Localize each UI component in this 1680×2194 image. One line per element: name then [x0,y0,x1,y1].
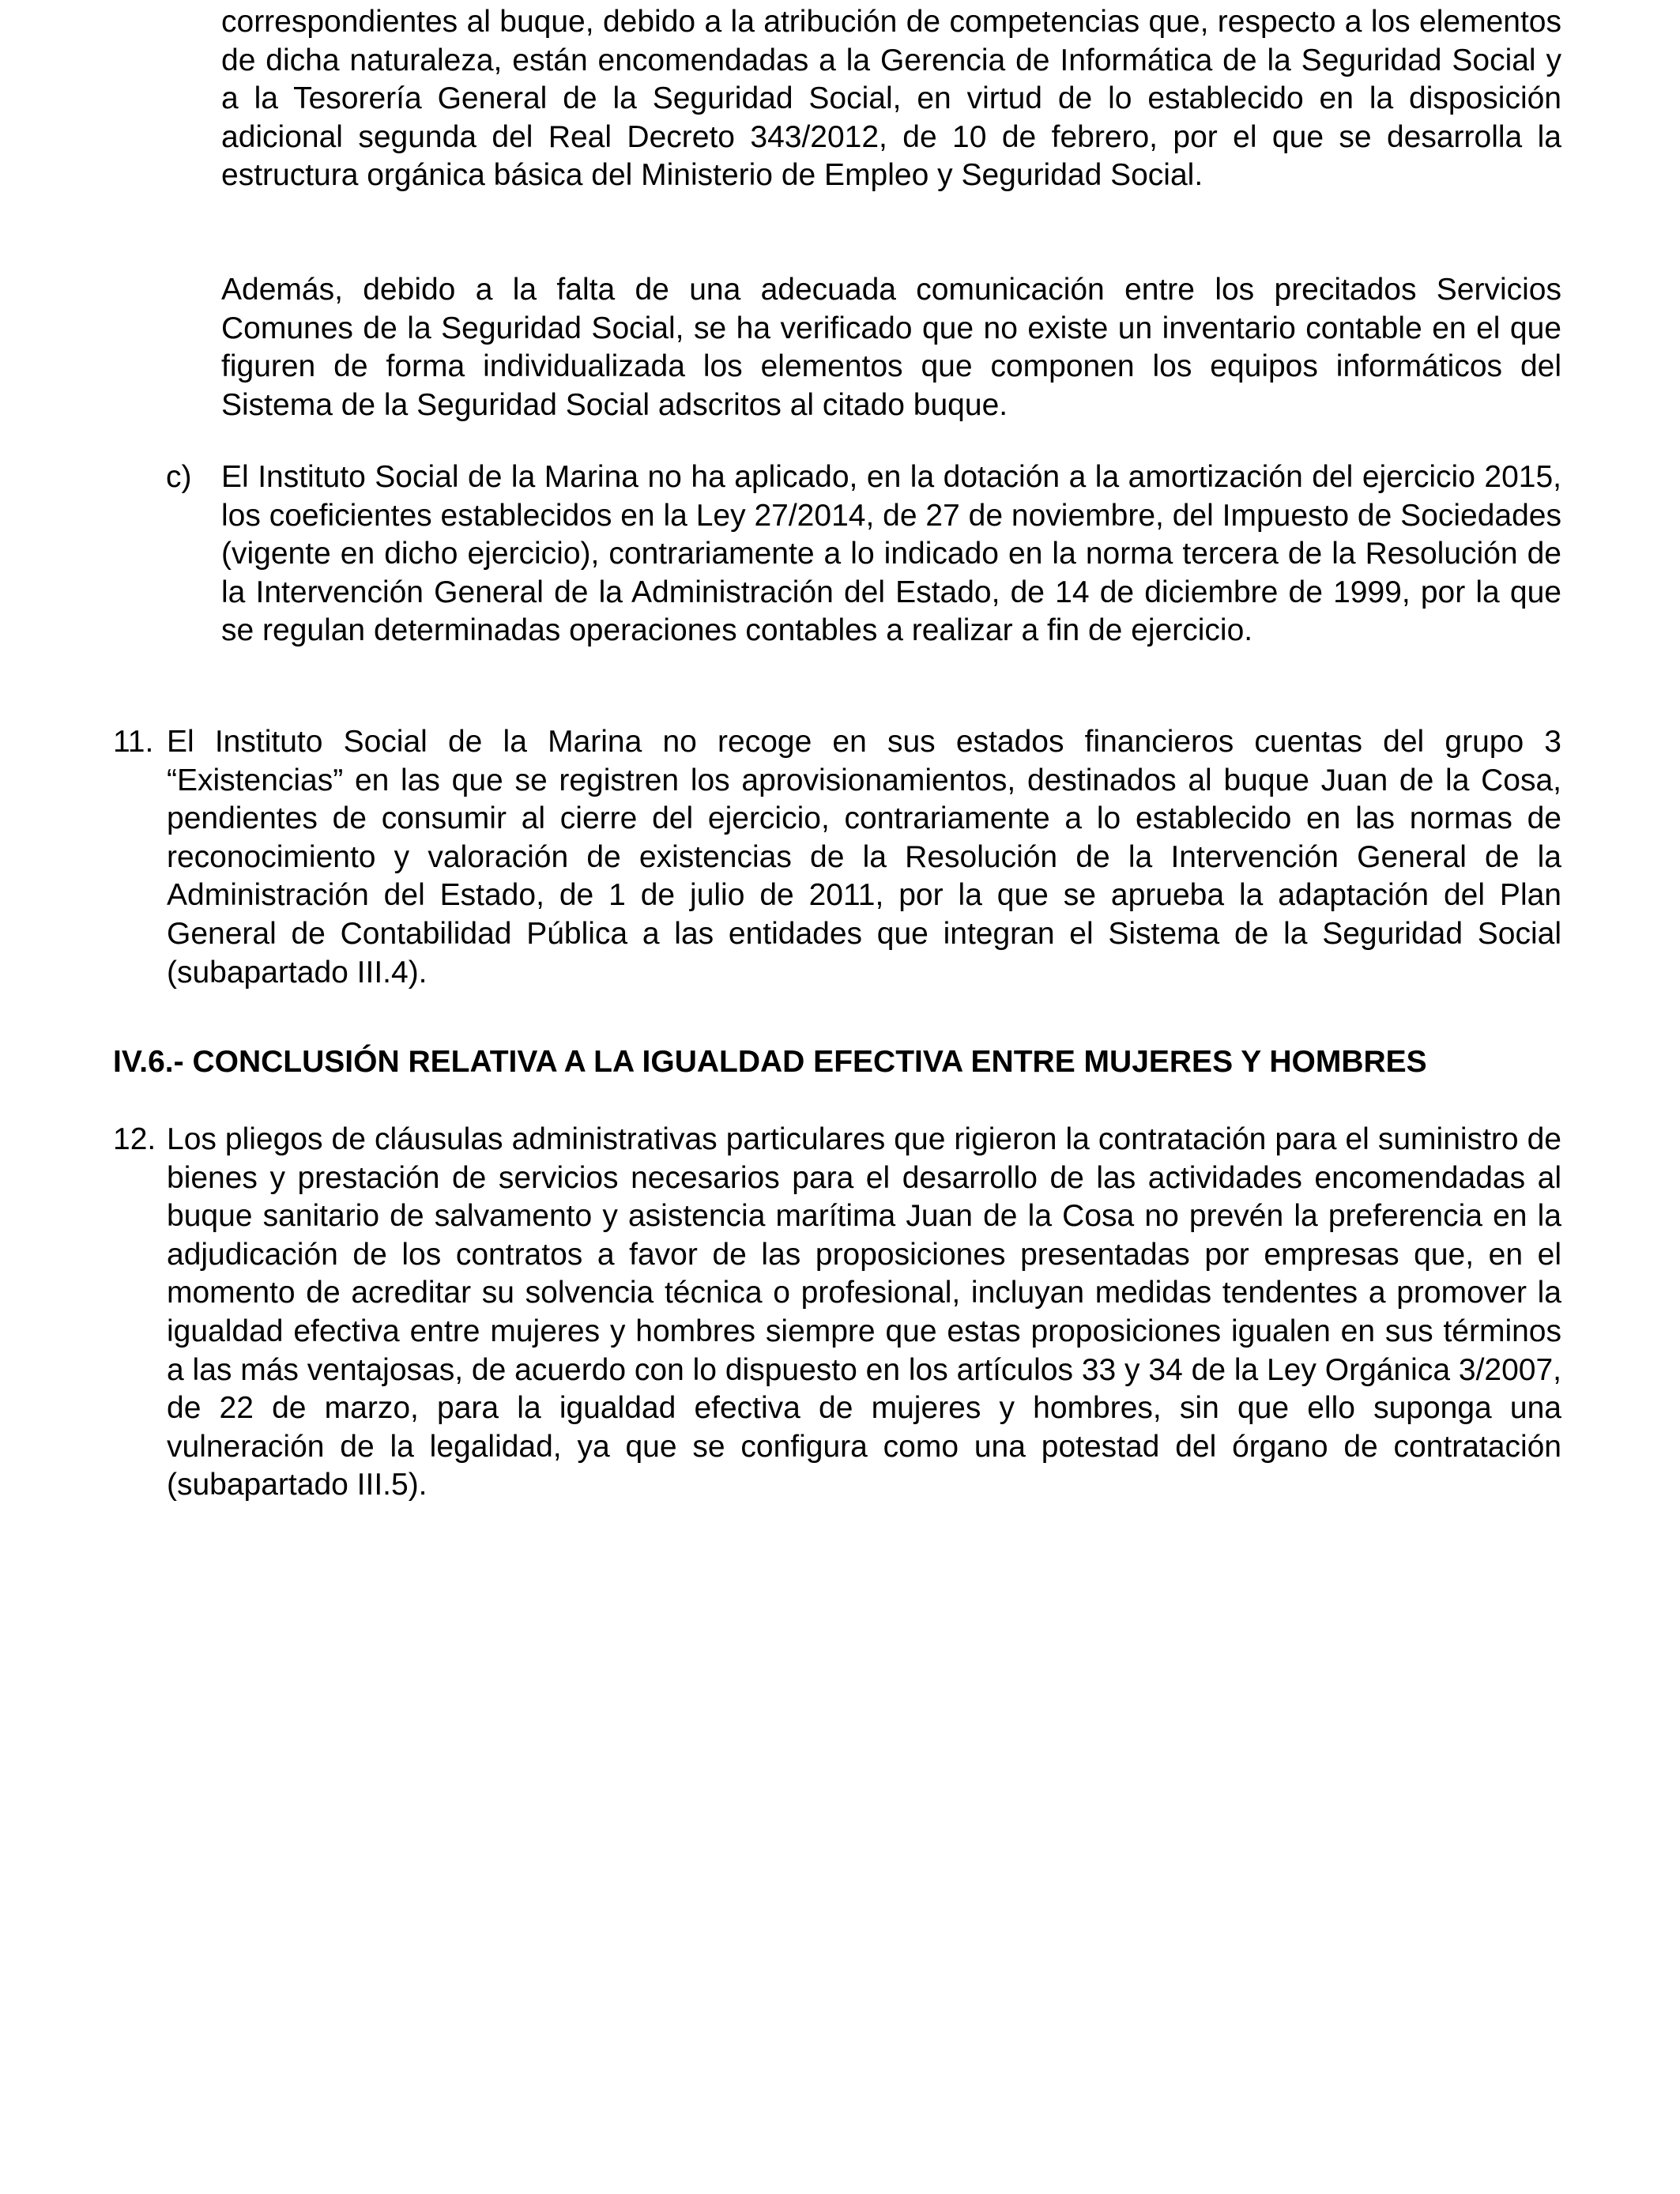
paragraph-ademas: Además, debido a la falta de una adecuada comunicación entre los precitados Servicios Comunes de la Seguridad Social, se ha verificado que no existe un inventario contable en el que figuren de forma individualizada los elementos que componen los equipos informáticos del Sistema de la Seguridad Social adscritos al citado buque. [221,273,1561,422]
section-heading: IV.6.- CONCLUSIÓN RELATIVA A LA IGUALDAD EFECTIVA ENTRE MUJERES Y HOMBRES [113,1045,1427,1079]
list-item-text: El Instituto Social de la Marina no recoge en sus estados financieros cuentas del grupo 3 “Existencias” en las que se registren los aprovisionamientos, destinados al buque Juan de la Cosa, pendientes de consumir al cierre del ejercicio, contrariamente a lo establecido en las normas de reconocimiento y valoración de existencias de la Resolución de la Intervención General de la Administración del Estado, de 1 de julio de 2011, por la que se aprueba la adaptación del Plan General de Contabilidad Pública a las entidades que integran el Sistema de la Seguridad Social (subapartado III.4). [167,725,1561,990]
list-item-text: El Instituto Social de la Marina no ha aplicado, en la dotación a la amortización del ejercicio 2015, los coeficientes establecidos en la Ley 27/2014, de 27 de noviembre, del Impuesto de Sociedades (vigente en dicho ejercicio), contrariamente a lo indicado en la norma tercera de la Resolución de la Intervención General de la Administración del Estado, de 14 de diciembre de 1999, por la que se regulan determinadas operaciones contables a realizar a fin de ejercicio. [221,460,1561,648]
list-marker: 11. [113,725,154,759]
list-marker: c) [166,460,192,494]
list-item-text: Los pliegos de cláusulas administrativas particulares que rigieron la contratación para el suministro de bienes y prestación de servicios necesarios para el desarrollo de las actividades encomendadas al buque sanitario de salvamento y asistencia marítima Juan de la Cosa no prevén la preferencia en la adjudicación de los contratos a favor de las proposiciones presentadas por empresas que, en el momento de acreditar su solvencia técnica o profesional, incluyan medidas tendentes a promover la igualdad efectiva entre mujeres y hombres siempre que estas proposiciones igualen en sus términos a las más ventajosas, de acuerdo con lo dispuesto en los artículos 33 y 34 de la Ley Orgánica 3/2007, de 22 de marzo, para la igualdad efectiva de mujeres y hombres, sin que ello suponga una vulneración de la legalidad, ya que se configura como una potestad del órgano de contratación (subapartado III.5). [167,1122,1561,1502]
paragraph-continuation: correspondientes al buque, debido a la atribución de competencias que, respecto a los elementos de dicha naturaleza, están encomendadas a la Gerencia de Informática de la Seguridad Social y a la Tesorería General de la Seguridad Social, en virtud de lo establecido en la disposición adicional segunda del Real Decreto 343/2012, de 10 de febrero, por el que se desarrolla la estructura orgánica básica del Ministerio de Empleo y Seguridad Social. [221,5,1561,193]
list-marker: 12. [113,1122,156,1156]
